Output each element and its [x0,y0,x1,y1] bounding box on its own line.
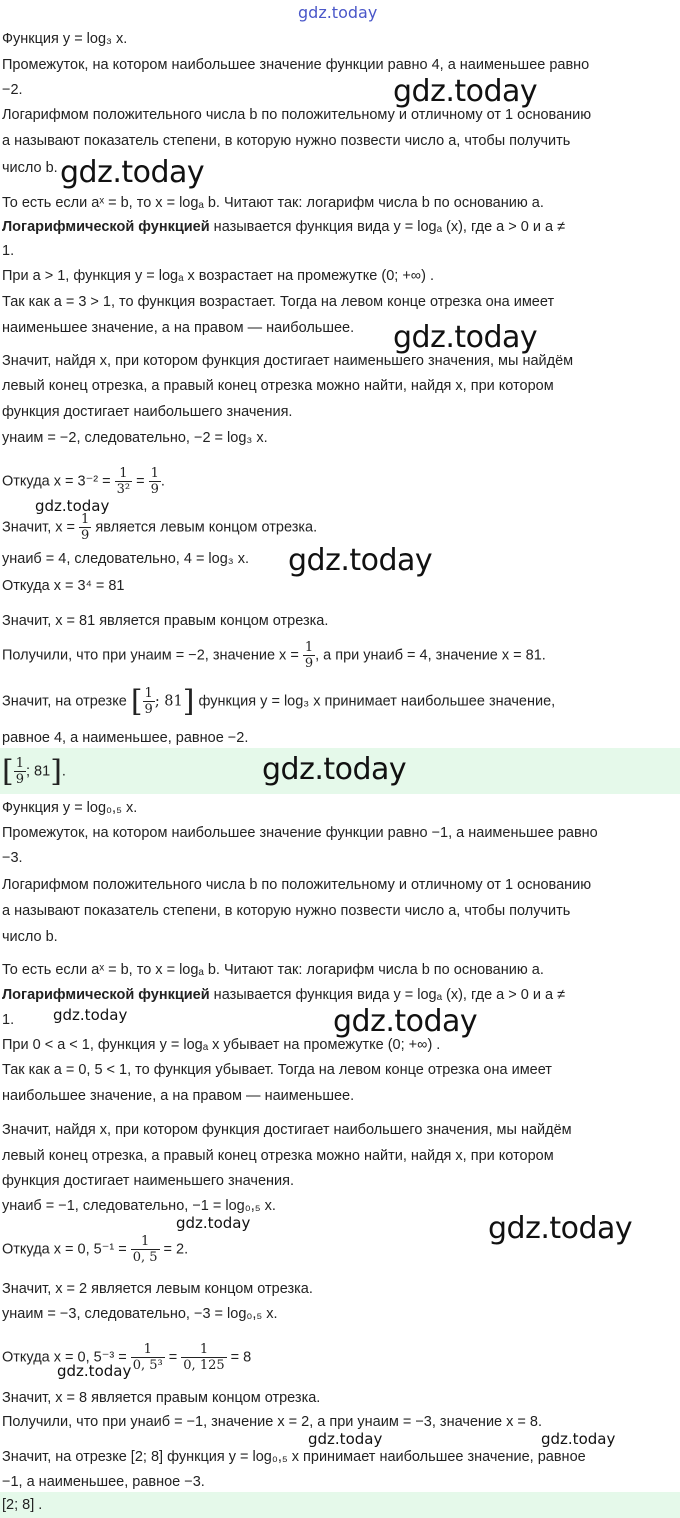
p2-def-line-1: Логарифмом положительного числа b по положительному и отличному от 1 основанию [2,877,592,893]
p1-summary-text: Получили, что при yнаим = −2, значение x = [2,647,303,664]
p2-reason-line-2: наибольшее значение, а на правом — наименьшее. [2,1088,355,1104]
p1-interval-line: Промежуток, на котором наибольшее значение функции равно 4, а наименьшее равно [2,57,590,73]
p1-logfunc-rest: называется функция вида y = logₐ (x), где a > 0 и a ≠ [209,219,566,235]
frac-den: 9 [304,656,314,671]
p2-frac-1-0125 [181,1342,226,1373]
frac-den: 0, 5 [132,1250,158,1265]
watermark: gdz.today [393,320,538,355]
p2-ymax-line: yнаиб = −1, следовательно, −1 = log₀,₅ x. [2,1198,276,1214]
p1-conclusion-line-2: равное 4, а наименьшее, равное −2. [2,730,249,746]
p1-x-left-calc [2,466,676,497]
p1-eq: = [132,473,149,490]
p1-logfunc-bold: Логарифмической функцией [2,219,210,235]
watermark: gdz.today [393,74,538,109]
watermark: gdz.today [57,1362,132,1380]
p1-reason-line-1: Так как a = 3 > 1, то функция возрастает. Тогда на левом конце отрезка она имеет [2,294,555,310]
p1-answer-81: ; 81 [26,763,51,780]
p2-logfunc-line-2: 1. [2,1012,15,1028]
p1-ymax-line: yнаиб = 4, следовательно, 4 = log₃ x. [2,551,249,567]
frac-den: 9 [144,702,153,717]
watermark: gdz.today [262,752,407,787]
p1-answer-dot: . [61,763,66,780]
frac-num: 1 [181,1342,226,1358]
frac-den: 9 [81,528,90,543]
p1-logfunc-line-2: 1. [2,243,15,259]
p1-x-left-calc-text: Откуда x = 3⁻² = [2,473,115,490]
p1-def-line-1: Логарифмом положительного числа b по положительному и отличному от 1 основанию [2,107,592,123]
p1-function-line: Функция y = log₃ x. [2,31,128,47]
p2-plan-line-2: левый конец отрезка, а правый конец отрезка можно найти, найдя x, при котором [2,1148,554,1164]
p1-reason-line-2: наименьшее значение, а на правом — наибольшее. [2,320,355,336]
watermark: gdz.today [288,543,433,578]
p2-frac-1-05 [131,1234,160,1265]
p2-x-right-calc-text: Откуда x = 0, 5⁻³ = [2,1349,131,1366]
bracket-right: ] [182,683,195,719]
frac-den: 0, 5³ [132,1358,163,1373]
p2-conclusion-line-2: −1, а наименьшее, равное −3. [2,1474,205,1490]
frac-den: 9 [150,482,159,497]
p2-decrease-line: При 0 < a < 1, функция y = logₐ x убывает на промежутке (0; +∞) . [2,1037,441,1053]
p1-def-line-3: число b. [2,160,58,176]
p2-summary-line: Получили, что при yнаиб = −1, значение x = 2, а при yнаим = −3, значение x = 8. [2,1414,543,1430]
bracket-left: [ [130,683,143,719]
p2-logfunc-bold: Логарифмической функцией [2,987,210,1003]
p2-function-line: Функция y = log₀,₅ x. [2,800,138,816]
frac-num: 1 [131,1342,165,1358]
p1-summary-rest: , а при yнаиб = 4, значение x = 81. [315,647,546,664]
p1-left-end-text: Значит, x = [2,519,80,536]
bracket-left: [ [2,753,14,789]
watermark-top: gdz.today [298,3,378,22]
p2-def-line-4: То есть если aˣ = b, то x = logₐ b. Читают так: логарифм числа b по основанию a. [2,962,544,978]
p1-frac-1-9 [149,466,161,497]
watermark: gdz.today [541,1430,616,1448]
p2-conclusion-line: Значит, на отрезке [2; 8] функция y = log₀,₅ x принимает наибольшее значение, равное [2,1449,586,1465]
p2-interval-line-2: −3. [2,850,23,866]
p2-left-end-line: Значит, x = 2 является левым концом отрезка. [2,1281,313,1297]
p1-frac-1-3sq [115,466,132,497]
watermark: gdz.today [53,1006,128,1024]
p2-logfunc-rest: называется функция вида y = logₐ (x), где a > 0 и a ≠ [209,987,566,1003]
watermark: gdz.today [60,155,205,190]
watermark: gdz.today [35,497,110,515]
p2-answer-box [0,1492,680,1518]
frac-den: 0, 125 [183,1358,225,1373]
p1-right-end-line: Значит, x = 81 является правым концом отрезка. [2,613,329,629]
p2-answer: [2; 8] . [2,1497,43,1513]
p1-dot: . [160,473,165,490]
p1-left-end-rest: является левым концом отрезка. [91,519,318,536]
p1-ymin-line: yнаим = −2, следовательно, −2 = log₃ x. [2,430,268,446]
p1-plan-line-3: функция достигает наибольшего значения. [2,404,293,420]
p2-def-line-3: число b. [2,929,58,945]
p1-increase-line: При a > 1, функция y = logₐ x возрастает на промежутке (0; +∞) . [2,268,435,284]
p1-def-line-2: a называют показатель степени, в которую нужно позвести число a, чтобы получить [2,133,571,149]
p1-answer-frac [14,756,26,787]
watermark: gdz.today [333,1004,478,1039]
frac-num: 1 [150,466,159,481]
p1-def-line-4: То есть если aˣ = b, то x = logₐ b. Читают так: логарифм числа b по основанию a. [2,195,544,211]
p1-interval-line-2: −2. [2,82,23,98]
p2-x-left-result: = 2. [159,1241,189,1258]
p1-conclusion-frac [143,686,155,717]
bracket-right: ] [50,753,62,789]
p2-def-line-2: a называют показатель степени, в которую нужно позвести число a, чтобы получить [2,903,571,919]
p2-interval-line: Промежуток, на котором наибольшее значение функции равно −1, а наименьшее равно [2,825,598,841]
p1-conclusion-text: Значит, на отрезке [2,693,131,710]
p2-plan-line-1: Значит, найдя x, при котором функция достигает наибольшего значения, мы найдём [2,1122,572,1138]
p2-ymin-line: yнаим = −3, следовательно, −3 = log₀,₅ x. [2,1306,278,1322]
p2-frac-1-05cube [131,1342,165,1373]
p2-plan-line-3: функция достигает наименьшего значения. [2,1173,294,1189]
p1-summary-line [2,640,676,671]
frac-den: 9 [15,772,24,787]
p1-conclusion-rest: функция y = log₃ x принимает наибольшее значение, [194,693,556,710]
frac-num: 1 [131,1234,160,1250]
frac-den: 3² [116,482,131,497]
p1-summary-frac [303,640,315,671]
p2-eq: = [164,1349,182,1366]
p2-reason-line-1: Так как a = 0, 5 < 1, то функция убывает. Тогда на левом конце отрезка она имеет [2,1062,552,1078]
p1-left-frac [79,512,91,543]
p1-conclusion-81: ; 81 [154,693,183,710]
frac-num: 1 [144,686,153,701]
p1-left-end-line [2,512,676,543]
p1-x-right-calc: Откуда x = 3⁴ = 81 [2,578,125,594]
p1-conclusion-line [2,683,676,719]
p1-plan-line-1: Значит, найдя x, при котором функция достигает наименьшего значения, мы найдём [2,353,574,369]
p2-right-end-line: Значит, x = 8 является правым концом отрезка. [2,1390,321,1406]
frac-num: 1 [81,512,90,527]
frac-num: 1 [115,466,132,482]
p2-x-left-calc-text: Откуда x = 0, 5⁻¹ = [2,1241,131,1258]
frac-num: 1 [304,640,314,655]
frac-num: 1 [15,756,24,771]
watermark: gdz.today [308,1430,383,1448]
p1-logfunc-line [2,214,676,240]
p2-x-right-result: = 8 [226,1349,252,1366]
watermark: gdz.today [488,1211,633,1246]
watermark: gdz.today [176,1214,251,1232]
p1-plan-line-2: левый конец отрезка, а правый конец отрезка можно найти, найдя x, при котором [2,378,554,394]
